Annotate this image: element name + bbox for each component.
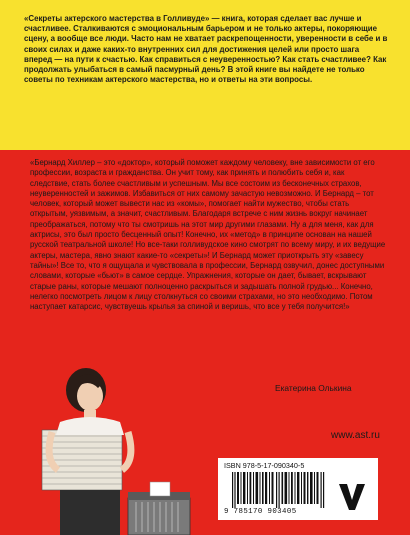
woman-shredder-illustration xyxy=(0,360,230,535)
blurb-text: «Секреты актерского мастерства в Голливуде» — книга, которая сделает вас лучше и счастливее. Сталкиваются с эмоциональным барьером и не только актеры, покоряющие сцену, а вообще все люди. Часто нам не хватает раскрепощенности, уверенности в себе и в своих силах и даже каких-то внутренних сил для достижения целей или просто шага вперед — на пути к счастью. Как справиться с неуверенностью? Как стать счастливее? Как продолжать улыбаться в самый пасмурный день? В этой книге вы найдете не только советы по техникам актерского мастерства, но и ответы на эти вопросы. xyxy=(24,14,388,85)
publisher-logo-icon xyxy=(334,478,370,514)
quote-author: Екатерина Олькина xyxy=(275,383,352,393)
isbn-text: ISBN 978-5-17-090340-5 xyxy=(224,461,305,470)
publisher-website: www.ast.ru xyxy=(331,430,380,441)
barcode-number: 9 785170 903405 xyxy=(224,508,297,516)
paper-shredder xyxy=(128,482,190,535)
quote-text: «Бернард Хиллер – это «доктор», который поможет каждому человеку, вне зависимости от его профессии, возраста и гражданства. Он учит тому, как принять и полюбить себя и, как следствие, стать более счастливым и успешным. Мы все состоим из бесконечных страхов, неуверенностей и зажимов. Избавиться от них самому зачастую невозможно. И Бернард – тот человек, который может вывести нас из «комы», помогает найти мужество, чтобы стать открытым, уязвимым, а значит, счастливым. Благодаря встрече с ним жизнь вокруг начинает преображаться, потому что ты смотришь на этот мир другими глазами. Ну а для меня, как для актрисы, это был просто бесценный опыт! Конечно, их «метод» в принципе основан на нашей русской театральной школе! Но все-таки голливудское кино смотрят по всему миру, и их ведущие актеры, мастера, явно знают какие-то «секреты»! И Бернард может приоткрыть эту «завесу тайны»! Все то, что я ощущала и чувствовала в профессии, Бернард озвучил, донес доступными словами, которые «бьют» в самое сердце. Упражнения, которые он дает, бывает, вскрывают старые раны, которые мешают полноценно раскрыться и задышать полной грудью... Конечно, нелегко посмотреть лицом к лицу столкнуться со своими страхами, но это необходимо. Потом наступает катарсис, чувствуешь крылья за спиной и веришь, что все у тебя получится!» xyxy=(30,158,386,312)
barcode-bars xyxy=(232,472,328,508)
